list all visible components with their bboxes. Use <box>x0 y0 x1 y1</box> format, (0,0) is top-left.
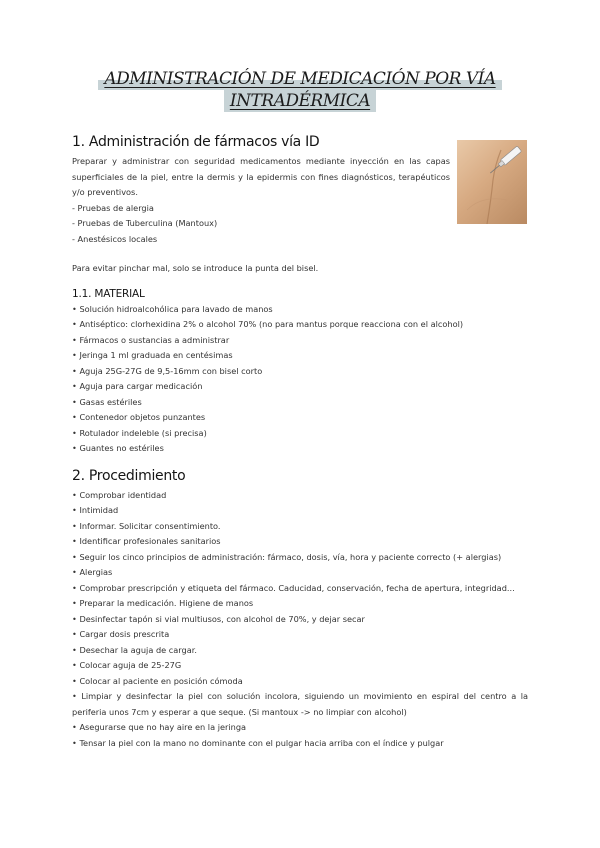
list-item: • Desechar la aguja de cargar. <box>72 643 528 659</box>
use-item: - Pruebas de Tuberculina (Mantoux) <box>72 218 218 228</box>
list-item: • Seguir los cinco principios de administración: fármaco, dosis, vía, hora y paciente correcto (+ alergias) <box>72 550 528 566</box>
bevel-note: Para evitar pinchar mal, solo se introduce la punta del bisel. <box>72 263 319 273</box>
document-body <box>72 133 528 751</box>
list-item: • Antiséptico: clorhexidina 2% o alcohol 70% (no para mantus porque reacciona con el alcohol) <box>72 317 528 333</box>
list-item: • Tensar la piel con la mano no dominante con el pulgar hacia arriba con el índice y pulgar <box>72 736 528 752</box>
list-item: • Rotulador indeleble (si precisa) <box>72 426 528 442</box>
list-item: • Solución hidroalcohólica para lavado de manos <box>72 302 528 318</box>
title-line-1: ADMINISTRACIÓN DE MEDICACIÓN POR VÍA <box>98 68 501 90</box>
list-item: • Jeringa 1 ml graduada en centésimas <box>72 348 528 364</box>
list-item: • Alergias <box>72 565 528 581</box>
list-item: • Cargar dosis prescrita <box>72 627 528 643</box>
list-item: • Preparar la medicación. Higiene de manos <box>72 596 528 612</box>
use-item: - Anestésicos locales <box>72 233 158 244</box>
list-item: • Informar. Solicitar consentimiento. <box>72 519 528 535</box>
list-item: • Comprobar identidad <box>72 488 528 504</box>
list-item: • Colocar aguja de 25-27G <box>72 658 528 674</box>
section-1-intro: Preparar y administrar con seguridad medicamentos mediante inyección en las capas superficiales de la piel, entre la dermis y la epidermis con fines diagnósticos, terapéuticos y/o preventivos. <box>72 156 450 197</box>
list-item: • Colocar al paciente en posición cómoda <box>72 674 528 690</box>
list-item: • Aguja para cargar medicación <box>72 379 528 395</box>
list-item: • Guantes no estériles <box>72 441 528 457</box>
list-item: • Aguja 25G-27G de 9,5-16mm con bisel corto <box>72 364 528 380</box>
document-title <box>0 68 600 112</box>
list-item: • Fármacos o sustancias a administrar <box>72 333 528 349</box>
list-item: • Contenedor objetos punzantes <box>72 410 528 426</box>
list-item: • Comprobar prescripción y etiqueta del fármaco. Caducidad, conservación, fecha de apertura, integridad... <box>72 581 528 597</box>
use-item: - Pruebas de alergia <box>72 202 154 213</box>
list-item: • Limpiar y desinfectar la piel con solución incolora, siguiendo un movimiento en espiral del centro a la periferia unos 7cm y esperar a que seque. (Si mantoux -> no limpiar con alcohol) <box>72 689 528 720</box>
list-item: • Identificar profesionales sanitarios <box>72 534 528 550</box>
list-item: • Asegurarse que no hay aire en la jeringa <box>72 720 528 736</box>
title-line-2: INTRADÉRMICA <box>224 90 376 112</box>
material-heading: 1.1. MATERIAL <box>72 287 145 300</box>
list-item: • Gasas estériles <box>72 395 528 411</box>
procedure-heading: 2. Procedimiento <box>72 467 186 484</box>
list-item: • Intimidad <box>72 503 528 519</box>
section-1-heading: 1. Administración de fármacos vía ID <box>72 134 320 150</box>
list-item: • Desinfectar tapón si vial multiusos, con alcohol de 70%, y dejar secar <box>72 612 528 628</box>
